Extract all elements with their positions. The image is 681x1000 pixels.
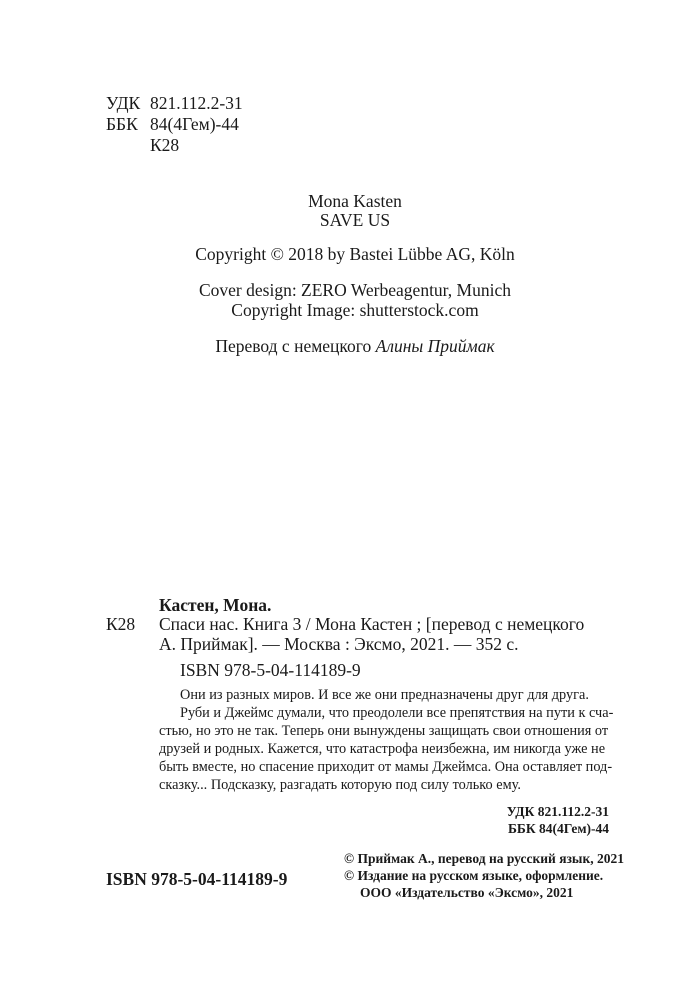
annotation-line-5: быть вместе, но спасение приходит от мамы Джеймса. Она оставляет под- (159, 759, 613, 775)
catalog-udk: УДК 821.112.2-31 (506, 804, 609, 819)
copyright-image-credit: Copyright Image: shutterstock.com (231, 300, 479, 320)
annotation-line-4: друзей и родных. Кажется, что катастрофа неизбежна, им никогда уже не (159, 741, 606, 757)
translation-credit (0, 335, 681, 357)
footer-copyright-2: © Издание на русском языке, оформление. (344, 868, 604, 883)
catalog-line-2: А. Приймак]. — Москва : Эксмо, 2021. — 352 с. (159, 634, 519, 654)
udk-line (106, 92, 243, 114)
bbk-line (106, 113, 239, 135)
annotation-line-2: Руби и Джеймс думали, что преодолели все препятствия на пути к сча- (180, 705, 614, 721)
udk-value: 821.112.2-31 (150, 93, 243, 113)
annotation-line-1: Они из разных миров. И все же они предназначены друг для друга. (180, 687, 589, 703)
original-title: SAVE US (319, 210, 391, 230)
footer-copyright-3: ООО «Издательство «Эксмо», 2021 (360, 885, 574, 900)
original-author: Mona Kasten (308, 191, 402, 211)
annotation-line-3: стью, но это не так. Теперь они вынуждены защищать свои отношения от (159, 723, 609, 739)
udk-label: УДК (106, 93, 141, 113)
translator-name: Алины Приймак (375, 336, 495, 356)
annotation-line-6: сказку... Подсказку, разгадать которую под силу только ему. (159, 777, 521, 793)
footer-isbn: ISBN 978-5-04-114189-9 (106, 869, 288, 889)
translation-prefix: Перевод с немецкого (215, 336, 376, 356)
bbk-value: 84(4Гем)-44 (150, 114, 239, 134)
author-mark: К28 (150, 135, 180, 155)
cover-design-credit: Cover design: ZERO Werbeagentur, Munich (198, 280, 511, 300)
original-copyright: Copyright © 2018 by Bastei Lübbe AG, Köln (195, 244, 515, 264)
catalog-isbn: ISBN 978-5-04-114189-9 (180, 660, 361, 680)
catalog-bbk: ББК 84(4Гем)-44 (508, 821, 609, 836)
footer-copyright-1: © Приймак А., перевод на русский язык, 2021 (344, 851, 624, 866)
bbk-label: ББК (106, 114, 138, 134)
catalog-line-1: Спаси нас. Книга 3 / Мона Кастен ; [перевод с немецкого (159, 614, 585, 634)
catalog-mark: К28 (106, 614, 136, 634)
catalog-author-heading: Кастен, Мона. (159, 595, 272, 615)
